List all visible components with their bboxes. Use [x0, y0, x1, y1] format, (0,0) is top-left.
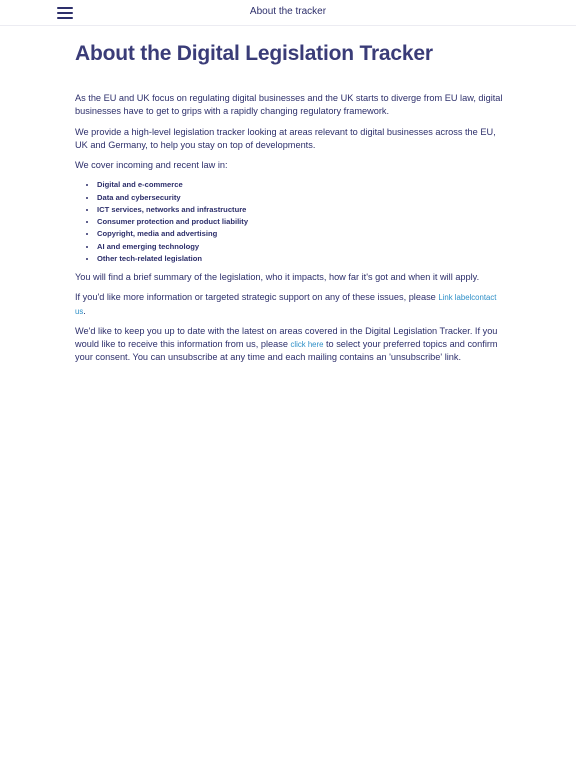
summary-paragraph: You will find a brief summary of the legislation, who it impacts, how far it's got and when it will apply.: [75, 271, 480, 282]
contact-paragraph: [75, 291, 505, 318]
page-title: About the Digital Legislation Tracker: [75, 42, 433, 65]
topics-list: [75, 179, 505, 264]
list-item: • Consumer protection and product liability: [97, 216, 505, 228]
contact-text-end: .: [83, 305, 86, 316]
page-header-title: About the tracker: [249, 6, 327, 17]
list-item: • Other tech-related legislation: [97, 253, 505, 265]
list-item: • ICT services, networks and infrastructure: [97, 204, 505, 216]
top-bar: [0, 0, 576, 26]
menu-line: [57, 17, 73, 19]
update-text: We'd like to keep you up to date with the latest on areas covered in the Digital Legislation Tracker. If you would like to receive this information from us, please: [75, 325, 498, 350]
list-item: • Copyright, media and advertising: [97, 228, 505, 240]
cover-intro-paragraph: We cover incoming and recent law in:: [75, 160, 228, 171]
list-item: • Digital and e-commerce: [97, 179, 505, 191]
main-content: [75, 40, 505, 372]
contact-text: If you'd like more information or targeted strategic support on any of these issues, please: [75, 292, 439, 303]
update-paragraph: [75, 325, 505, 365]
click-here-link[interactable]: click here: [290, 340, 324, 350]
list-item: • AI and emerging technology: [97, 241, 505, 253]
intro-paragraph: As the EU and UK focus on regulating digital businesses and the UK starts to diverge from EU law, digital businesses have to get to grips with a rapidly changing regulatory framework.: [75, 93, 503, 117]
contact-us-link[interactable]: Link labelcontact us: [75, 293, 497, 316]
update-text-end: to select your preferred topics and confirm your consent. You can unsubscribe at any time and each mailing contains an 'unsubscribe' link.: [75, 339, 498, 363]
provide-paragraph: We provide a high-level legislation tracker looking at areas relevant to digital businesses across the EU, UK and Germany, to help you stay on top of developments.: [75, 126, 496, 150]
list-item: • Data and cybersecurity: [97, 192, 505, 204]
